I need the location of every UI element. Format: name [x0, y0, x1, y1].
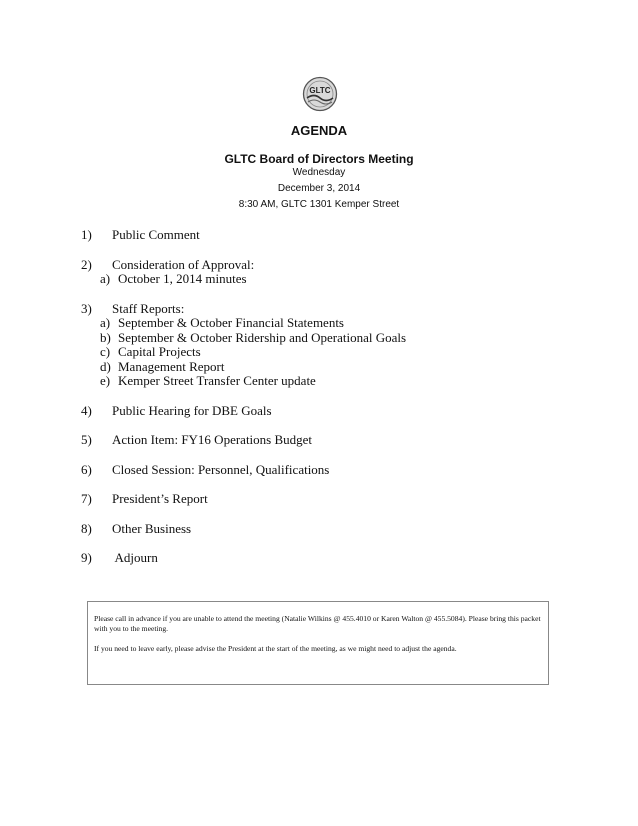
meeting-name: GLTC Board of Directors Meeting — [224, 152, 414, 166]
agenda-item: 4) Public Hearing for DBE Goals — [81, 402, 272, 418]
agenda-item: 3) Staff Reports: a) September & October Financial Statements b) September & October Ridership and Operational Goals c) Capital Projects d) Management Report e) Kemper Street Transfer Center update — [81, 302, 561, 389]
agenda-list — [81, 228, 561, 566]
agenda-subitem: b) September & October Ridership and Operational Goals — [100, 329, 407, 345]
agenda-item: 9) Adjourn — [81, 550, 158, 565]
agenda-item: 7) President’s Report — [81, 491, 208, 506]
notice-box — [87, 601, 549, 685]
agenda-item: 6) Closed Session: Personnel, Qualifications — [81, 461, 330, 477]
agenda-subitem: e) Kemper Street Transfer Center update — [100, 373, 316, 388]
agenda-item: 8) Other Business — [81, 520, 192, 536]
agenda-subitem: c) Capital Projects — [100, 344, 201, 359]
gltc-logo-icon — [302, 76, 338, 112]
agenda-subitem: a) September & October Financial Statements — [100, 315, 344, 330]
notice-leave-early: If you need to leave early, please advise the President at the start of the meeting, as we might need to adjust the agenda. — [94, 644, 457, 653]
meeting-date: December 3, 2014 — [277, 183, 361, 194]
notice-call-ahead: Please call in advance if you are unable to attend the meeting (Natalie Wilkins @ 455.4010 or Karen Walton @ 455.5084). Please bring this packet with you to the meeting. — [94, 614, 541, 633]
meeting-time-location: 8:30 AM, GLTC 1301 Kemper Street — [238, 199, 400, 210]
agenda-item: 1) Public Comment — [81, 227, 200, 242]
agenda-subitem: d) Management Report — [100, 358, 225, 374]
meeting-day: Wednesday — [292, 167, 346, 178]
agenda-item: 5) Action Item: FY16 Operations Budget — [81, 432, 313, 447]
agenda-subitem: a) October 1, 2014 minutes — [100, 271, 247, 286]
agenda-item: 2) Consideration of Approval: a) October 1, 2014 minutes — [81, 258, 561, 287]
logo-text: GLTC — [309, 86, 331, 95]
page-title: AGENDA — [290, 123, 348, 138]
